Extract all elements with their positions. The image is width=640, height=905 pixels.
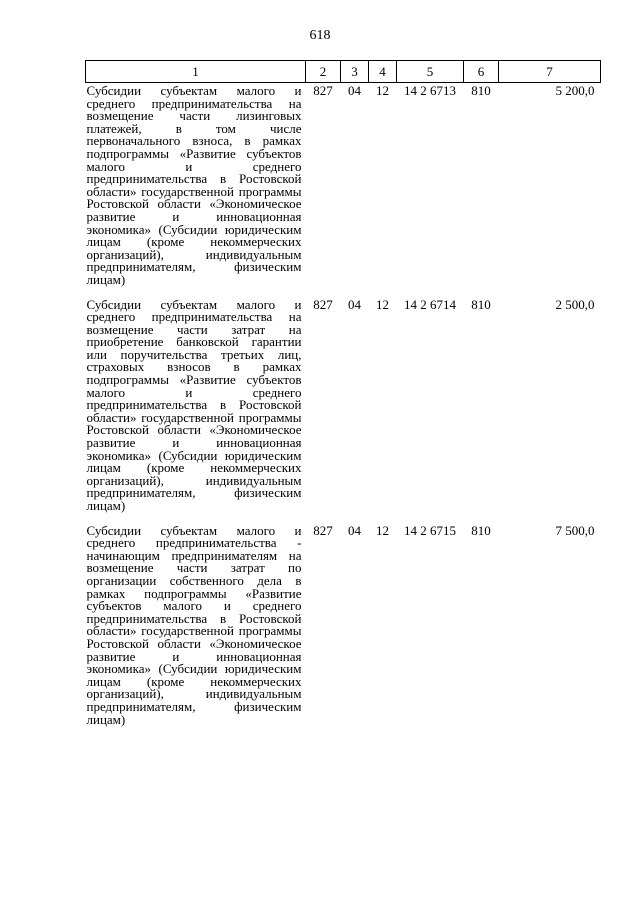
header-row [86, 61, 601, 83]
row-subsection: 12 [376, 522, 389, 538]
row-ministry-code: 827 [313, 83, 333, 98]
table-row [86, 297, 601, 523]
header-col-3: 3 [341, 61, 369, 83]
row-subsection: 12 [376, 83, 389, 98]
row-description: Субсидии субъектам малого и среднего предпринимательства - начинающим предпринимателям на возмещение части затрат по организации собственного дела в рамках подпрограммы «Развитие субъектов малого и среднего предпринимательства в Ростовской области» государственной программы Ростовской области «Экономическое развитие и инновационная экономика» (Субсидии юридическим лицам (кроме некоммерческих организаций), индивидуальным предпринимателям, физическим лицам) [86, 522, 302, 727]
table-row [86, 83, 601, 297]
row-target-article: 14 2 6713 [404, 83, 456, 98]
row-description: Субсидии субъектам малого и среднего предпринимательства на возмещение части затрат на приобретение банковской гарантии или поручительства третьих лиц, страховых взносов в рамках подпрограммы «Развитие субъектов малого и среднего предпринимательства в Ростовской области» государственной программы Ростовской области «Экономическое развитие и инновационная экономика» (Субсидии юридическим лицам (кроме некоммерческих организаций), индивидуальным предпринимателям, физическим лицам) [86, 296, 302, 513]
row-description: Субсидии субъектам малого и среднего предпринимательства на возмещение части лизинговых платежей, в том числе первоначального взноса, в рамках подпрограммы «Развитие субъектов малого и среднего предпринимательства в Ростовской области» государственной программы Ростовской области «Экономическое развитие и инновационная экономика» (Субсидии юридическим лицам (кроме некоммерческих организаций), индивидуальным предпринимателям, физическим лицам) [86, 83, 302, 287]
header-col-7: 7 [499, 61, 601, 83]
header-col-6: 6 [464, 61, 499, 83]
row-expense-type: 810 [471, 83, 491, 98]
row-expense-type: 810 [471, 296, 491, 312]
row-amount: 7 500,0 [555, 522, 595, 538]
header-col-1: 1 [86, 61, 306, 83]
header-col-4: 4 [369, 61, 397, 83]
row-target-article: 14 2 6714 [404, 296, 456, 312]
row-ministry-code: 827 [313, 522, 333, 538]
row-target-article: 14 2 6715 [404, 522, 456, 538]
row-section: 04 [348, 83, 361, 98]
row-amount: 5 200,0 [555, 83, 595, 98]
row-section: 04 [348, 296, 361, 312]
row-subsection: 12 [376, 296, 389, 312]
row-ministry-code: 827 [313, 296, 333, 312]
row-expense-type: 810 [471, 522, 491, 538]
table-row [86, 523, 601, 737]
row-section: 04 [348, 522, 361, 538]
row-amount: 2 500,0 [555, 296, 595, 312]
page-number: 618 [309, 28, 331, 43]
header-col-5: 5 [397, 61, 464, 83]
header-col-2: 2 [306, 61, 341, 83]
budget-table [85, 60, 601, 736]
